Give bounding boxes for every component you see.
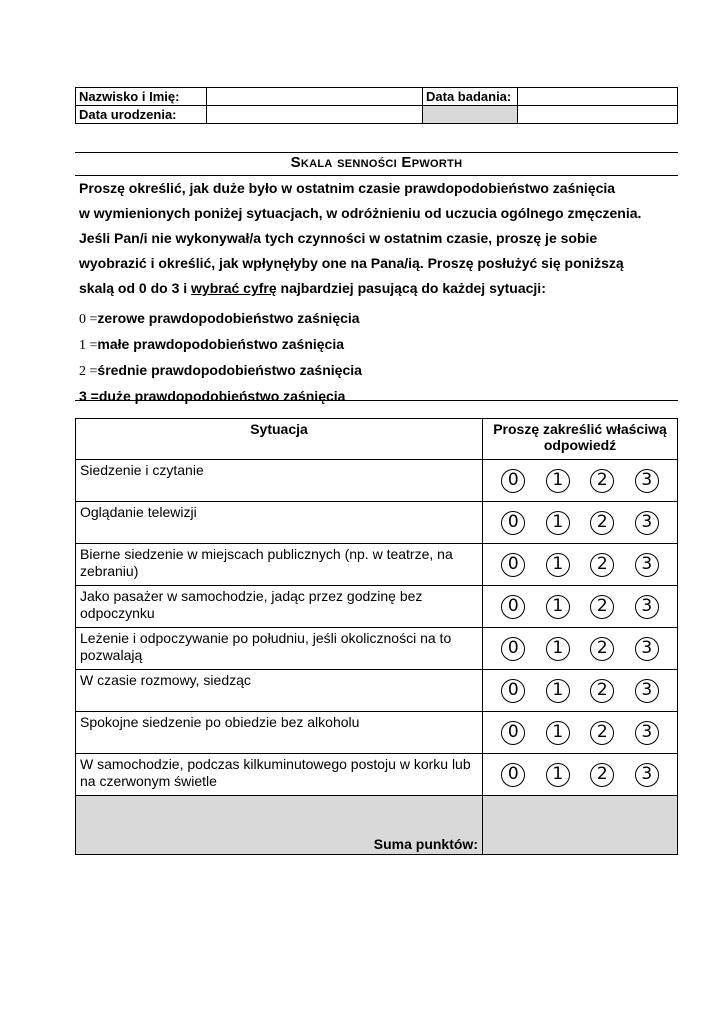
name-label: Nazwisko i Imię: [76,88,207,106]
answer-option-2[interactable]: 2 [590,595,614,619]
scale-text: duże prawdopodobieństwo zaśnięcia [98,388,346,404]
answer-options [483,670,678,712]
table-row [76,460,678,502]
answer-option-3[interactable]: 3 [635,469,659,493]
instruction-line [79,276,679,301]
situation-column-header: Sytuacja [76,419,483,460]
answer-option-1[interactable]: 1 [546,469,570,493]
answer-option-1[interactable]: 1 [546,637,570,661]
exam-date-label: Data badania: [423,88,518,106]
birth-date-field[interactable] [207,106,423,124]
scale-number: 2 = [79,364,98,379]
answer-option-0[interactable]: 0 [501,721,525,745]
scale-number: 1 = [79,338,98,353]
answer-column-header: Proszę zakreślić właściwą odpowiedź [483,419,678,460]
instruction-line: w wymienionych poniżej sytuacjach, w odróżnieniu od uczucia ogólnego zmęczenia. [79,205,642,221]
answer-option-1[interactable]: 1 [546,721,570,745]
answer-option-3[interactable]: 3 [635,763,659,787]
instruction-emphasis: wybrać cyfrę [191,280,277,296]
scale-text: małe prawdopodobieństwo zaśnięcia [97,336,345,352]
instructions [79,176,679,301]
patient-info-table [75,87,678,124]
answer-options [483,544,678,586]
situations-table [75,418,678,855]
name-field[interactable] [207,88,423,106]
situation-text: W samochodzie, podczas kilkuminutowego postoju w korku lub na czerwonym świetle [76,754,483,796]
table-row [76,670,678,712]
answer-options [483,628,678,670]
answer-option-0[interactable]: 0 [501,763,525,787]
answer-option-2[interactable]: 2 [590,679,614,703]
title-top-rule [75,152,678,153]
table-row [76,712,678,754]
answer-option-3[interactable]: 3 [635,553,659,577]
sum-label: Suma punktów: [76,796,483,855]
situation-text: Oglądanie telewizji [76,502,483,544]
page-title: Skala senności Epworth [290,154,463,171]
situation-text: W czasie rozmowy, siedząc [76,670,483,712]
answer-option-2[interactable]: 2 [590,721,614,745]
answer-options [483,754,678,796]
answer-option-3[interactable]: 3 [635,637,659,661]
table-row [76,586,678,628]
table-row [76,502,678,544]
answer-option-0[interactable]: 0 [501,511,525,535]
instruction-line: Proszę określić, jak duże było w ostatnim czasie prawdopodobieństwo zaśnięcia [79,180,616,196]
answer-option-3[interactable]: 3 [635,595,659,619]
sum-field[interactable] [483,796,678,855]
answer-options [483,502,678,544]
scale-number: 0 = [79,312,98,327]
situation-text: Bierne siedzenie w miejscach publicznych (np. w teatrze, na zebraniu) [76,544,483,586]
instruction-line: Jeśli Pan/i nie wykonywał/a tych czynności w ostatnim czasie, proszę je sobie [79,230,598,246]
answer-options [483,712,678,754]
answer-option-1[interactable]: 1 [546,511,570,535]
answer-option-0[interactable]: 0 [501,595,525,619]
scale-number: 3 = [79,388,99,404]
empty-field [518,106,678,124]
table-row [76,754,678,796]
instruction-text: najbardziej pasującą do każdej sytuacji: [276,280,546,296]
answer-option-3[interactable]: 3 [635,721,659,745]
answer-option-3[interactable]: 3 [635,679,659,703]
scale-item [79,384,679,409]
situation-text: Jako pasażer w samochodzie, jadąc przez godzinę bez odpoczynku [76,586,483,628]
answer-option-1[interactable]: 1 [546,595,570,619]
answer-option-0[interactable]: 0 [501,553,525,577]
answer-option-2[interactable]: 2 [590,469,614,493]
answer-option-1[interactable]: 1 [546,553,570,577]
instruction-text: skalą od 0 do 3 i [79,280,192,296]
scale-bottom-rule [75,400,678,401]
empty-cell [423,106,518,124]
situation-text: Spokojne siedzenie po obiedzie bez alkoholu [76,712,483,754]
answer-option-0[interactable]: 0 [501,679,525,703]
scale-legend [79,306,679,409]
table-row [76,544,678,586]
birth-date-label: Data urodzenia: [76,106,207,124]
scale-text: zerowe prawdopodobieństwo zaśnięcia [97,310,360,326]
answer-options [483,586,678,628]
scale-item [79,306,679,332]
situation-text: Leżenie i odpoczywanie po południu, jeśli okoliczności na to pozwalają [76,628,483,670]
scale-item [79,332,679,358]
answer-option-2[interactable]: 2 [590,553,614,577]
sum-row [76,796,678,855]
answer-option-0[interactable]: 0 [501,469,525,493]
exam-date-field[interactable] [518,88,678,106]
answer-option-2[interactable]: 2 [590,511,614,535]
instruction-line: wyobrazić i określić, jak wpłynęłyby one na Pana/ią. Proszę posłużyć się poniższą [79,255,624,271]
answer-option-3[interactable]: 3 [635,511,659,535]
answer-option-1[interactable]: 1 [546,679,570,703]
answer-option-2[interactable]: 2 [590,637,614,661]
scale-text: średnie prawdopodobieństwo zaśnięcia [97,362,362,378]
situation-text: Siedzenie i czytanie [76,460,483,502]
answer-options [483,460,678,502]
answer-option-1[interactable]: 1 [546,763,570,787]
answer-option-2[interactable]: 2 [590,763,614,787]
table-row [76,628,678,670]
answer-option-0[interactable]: 0 [501,637,525,661]
scale-item [79,358,679,384]
